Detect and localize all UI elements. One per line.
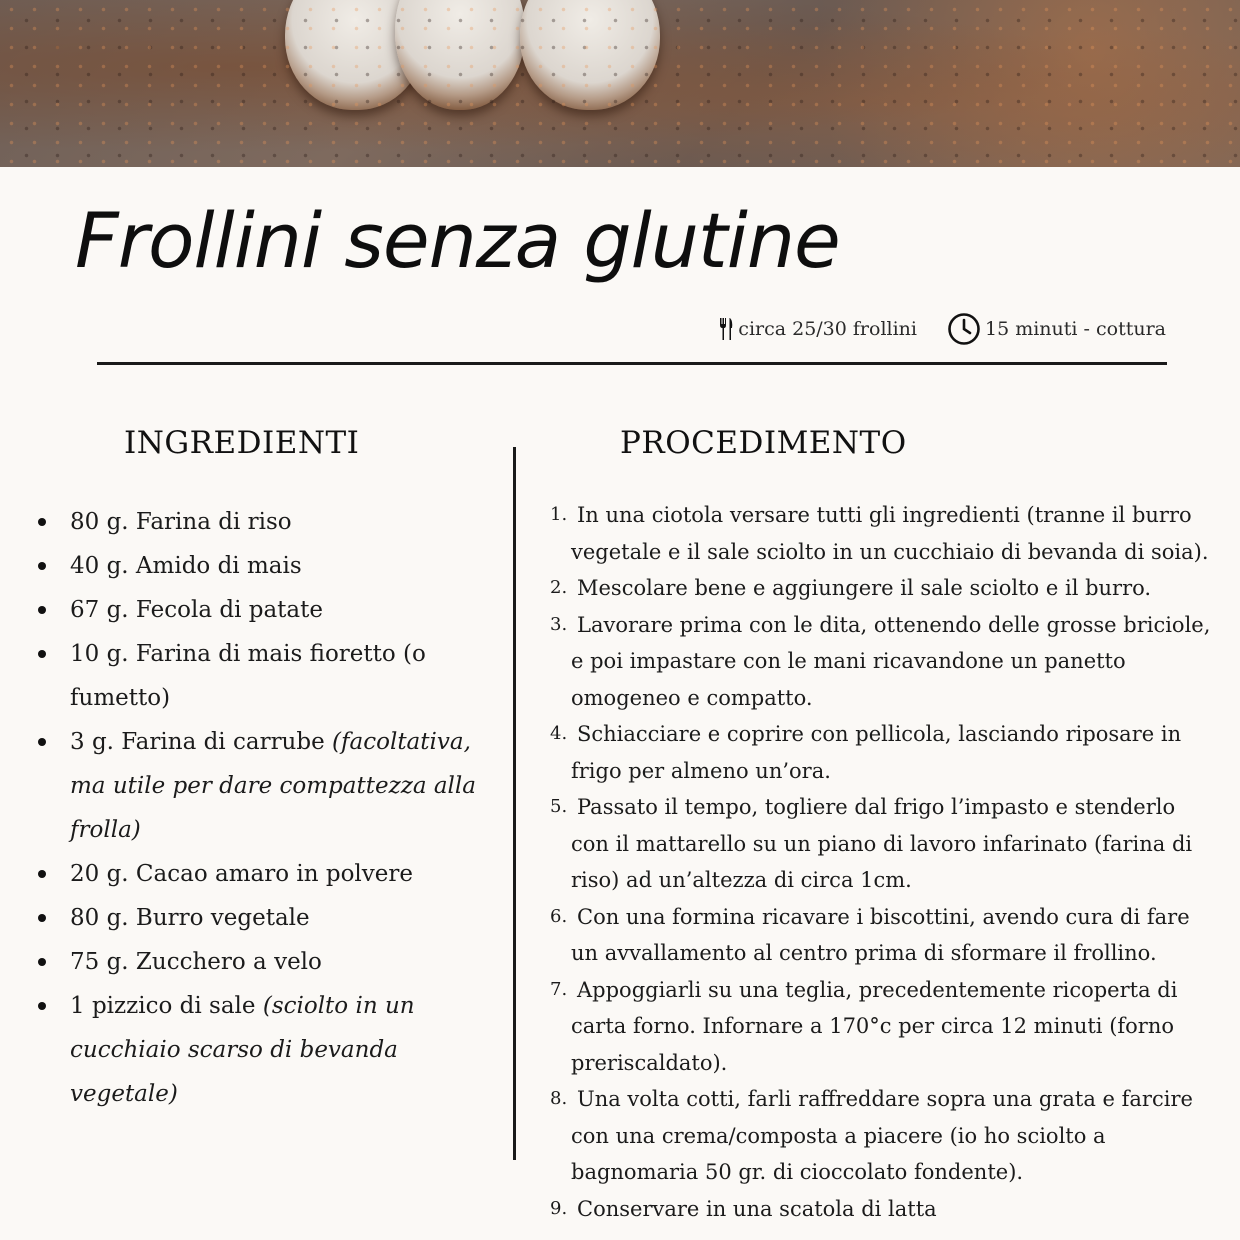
time-info: [947, 312, 1166, 346]
clock-icon: [947, 312, 981, 346]
procedure-step: 4. Schiacciare e coprire con pellicola, lasciando riposare in frigo per almeno un’ora.: [550, 722, 1182, 783]
ingredients-list: [70, 500, 500, 1116]
ingredient-item: 75 g. Zucchero a velo: [70, 940, 500, 984]
servings-info: [718, 317, 917, 341]
procedure-step: 5. Passato il tempo, togliere dal frigo l’impasto e stenderlo con il mattarello su un piano di lavoro infarinato (farina di riso) ad un’altezza di circa 1cm.: [550, 795, 1193, 892]
header-photo-cookies: [0, 0, 1240, 167]
procedure-step: 3. Lavorare prima con le dita, ottenendo delle grosse briciole, e poi impastare con le mani ricavandone un panetto omogeneo e compatto.: [550, 612, 1211, 710]
fork-knife-icon: [718, 317, 734, 341]
procedure-step: 2. Mescolare bene e aggiungere il sale sciolto e il burro.: [550, 576, 1152, 600]
column-divider: [513, 447, 516, 1160]
ingredient-item: 10 g. Farina di mais fioretto (o fumetto): [70, 632, 500, 720]
ingredient-item: 20 g. Cacao amaro in polvere: [70, 852, 500, 896]
title-divider: [97, 362, 1167, 365]
recipe-title: Frollini senza glutine: [75, 196, 840, 285]
ingredient-item: 3 g. Farina di carrube (facoltativa, ma utile per dare compattezza alla frolla): [70, 720, 500, 852]
procedure-step: 1. In una ciotola versare tutti gli ingredienti (tranne il burro vegetale e il sale sciolto in un cucchiaio di bevanda di soia).: [550, 503, 1209, 564]
ingredient-item: 80 g. Farina di riso: [70, 500, 500, 544]
procedure-step: 9. Conservare in una scatola di latta: [550, 1196, 937, 1221]
procedure-heading: PROCEDIMENTO: [620, 425, 907, 461]
procedure-step: 7. Appoggiarli su una teglia, precedentemente ricoperta di carta forno. Infornare a 170°c per circa 12 minuti (forno preriscaldato).: [550, 977, 1178, 1075]
procedure-step: 8. Una volta cotti, farli raffreddare sopra una grata e farcire con una crema/composta a piacere (io ho sciolto a bagnomaria 50 gr. di cioccolato fondente).: [550, 1087, 1193, 1184]
cookie-image: [395, 0, 525, 110]
ingredient-item: 1 pizzico di sale (sciolto in un cucchiaio scarso di bevanda vegetale): [70, 984, 500, 1116]
procedure-steps: [550, 497, 1211, 1227]
cookie-image: [520, 0, 660, 110]
recipe-meta: [718, 312, 1166, 346]
servings-text: circa 25/30 frollini: [738, 318, 917, 340]
ingredient-item: 67 g. Fecola di patate: [70, 588, 500, 632]
procedure-step: 6. Con una formina ricavare i biscottini, avendo cura di fare un avvallamento al centro prima di sformare il frollino.: [550, 904, 1190, 965]
ingredient-item: 40 g. Amido di mais: [70, 544, 500, 588]
time-text: 15 minuti - cottura: [985, 318, 1166, 340]
ingredient-item: 80 g. Burro vegetale: [70, 896, 500, 940]
cookie-image: [285, 0, 425, 110]
ingredients-heading: INGREDIENTI: [124, 425, 360, 461]
